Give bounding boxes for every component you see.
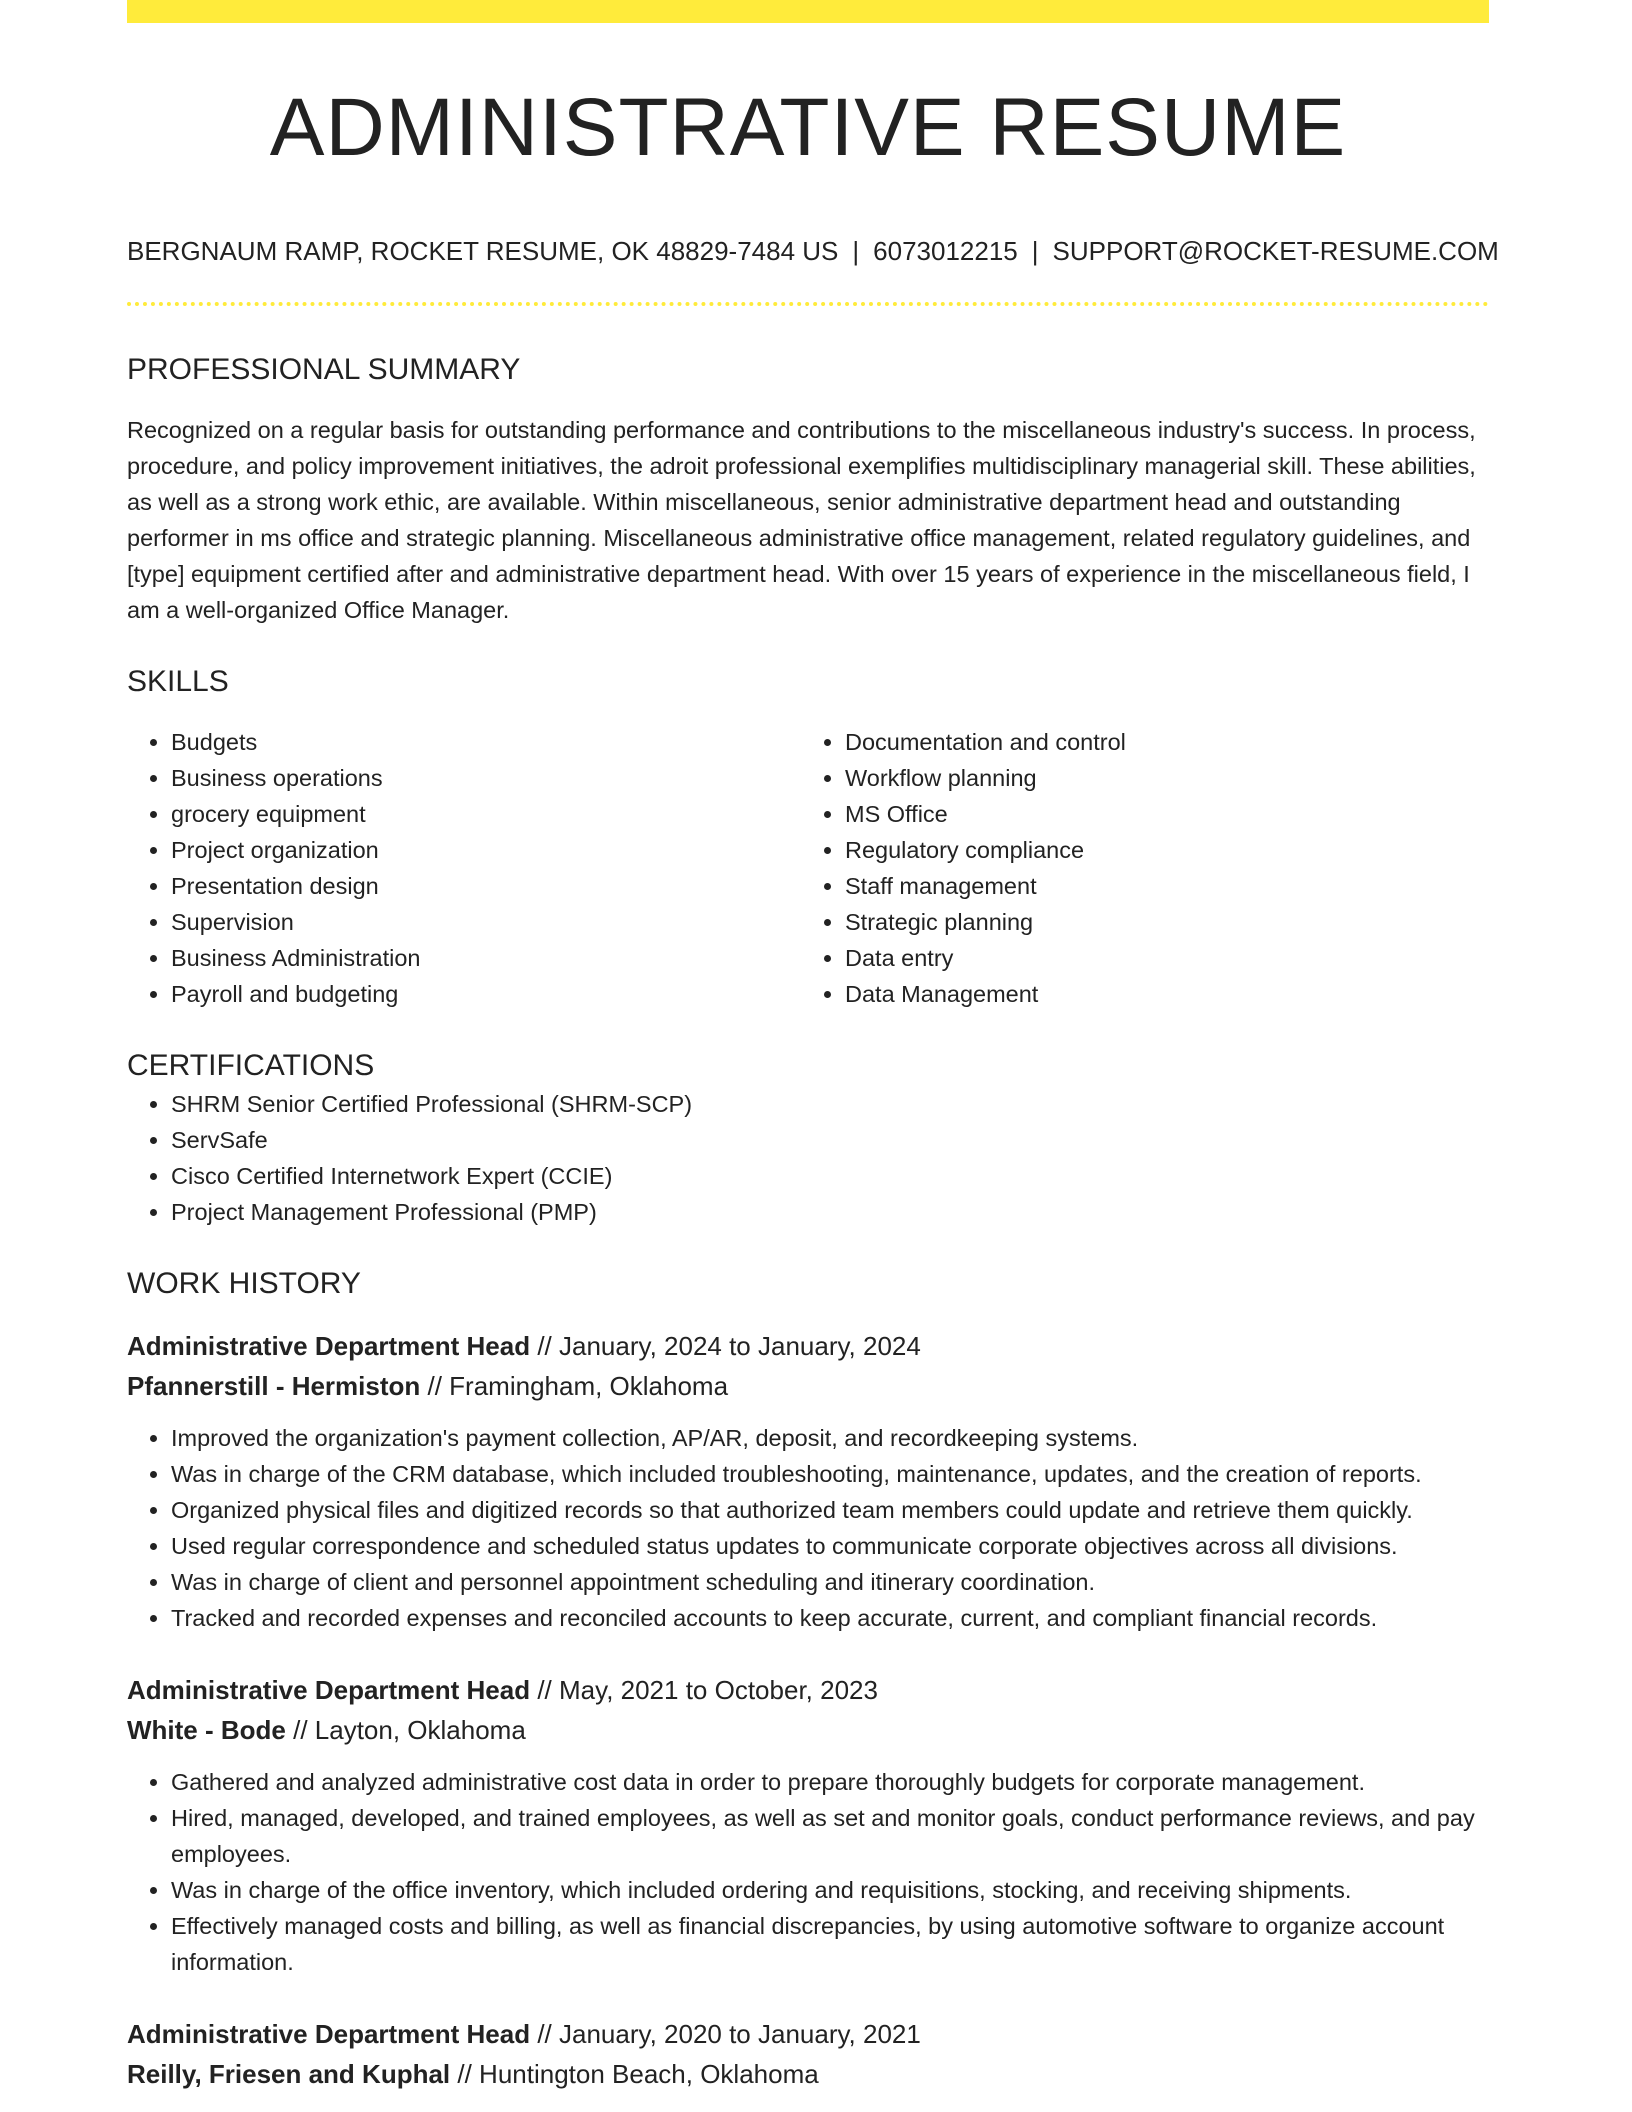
- skill-item: • grocery equipment: [171, 796, 801, 832]
- job-duty: • Used regular correspondence and scheduled status updates to communicate corporate objectives across all divisions.: [171, 1528, 1489, 1564]
- contact-separator: |: [1031, 236, 1039, 266]
- skills-list: [127, 724, 1489, 1012]
- skill-item: • Business operations: [171, 760, 801, 796]
- contact-line: [127, 234, 1499, 268]
- skills-column-right: [801, 724, 1475, 1012]
- job-entry: [127, 1670, 1489, 1980]
- skill-item: • Regulatory compliance: [845, 832, 1475, 868]
- skill-item: • Payroll and budgeting: [171, 976, 801, 1012]
- job-duty: • Tracked and recorded expenses and reconciled accounts to keep accurate, current, and compliant financial records.: [171, 1600, 1489, 1636]
- resume-title: ADMINISTRATIVE RESUME: [269, 82, 1347, 173]
- job-duties-list: [127, 1764, 1489, 1980]
- job-duty: • Organized physical files and digitized records so that authorized team members could update and retrieve them quickly.: [171, 1492, 1489, 1528]
- certifications-list: [127, 1086, 1489, 1230]
- job-location: // Huntington Beach, Oklahoma: [450, 2059, 819, 2089]
- job-company-line: [127, 2054, 1489, 2094]
- skill-item: • Project organization: [171, 832, 801, 868]
- job-duty: • Was in charge of the office inventory, which included ordering and requisitions, stocking, and receiving shipments.: [171, 1872, 1489, 1908]
- contact-separator: |: [852, 236, 860, 266]
- summary-text: Recognized on a regular basis for outstanding performance and contributions to the miscellaneous industry's success. In process, procedure, and policy improvement initiatives, the adroit professional exemplifies multidisciplinary managerial skill. These abilities, as well as a strong work ethic, are available. Within miscellaneous, senior administrative department head and outstanding performer in ms office and strategic planning. Miscellaneous administrative office management, related regulatory guidelines, and [type] equipment certified after and administrative department head. With over 15 years of experience in the miscellaneous field, I am a well-organized Office Manager.: [127, 417, 1476, 623]
- job-company-line: [127, 1710, 1489, 1750]
- contact-phone[interactable]: 6073012215: [873, 236, 1018, 266]
- skill-item: • Supervision: [171, 904, 801, 940]
- certifications-heading: CERTIFICATIONS: [127, 1049, 375, 1082]
- job-duty: • Hired, managed, developed, and trained employees, as well as set and monitor goals, conduct performance reviews, and pay employees.: [171, 1800, 1489, 1872]
- skill-item: • Workflow planning: [845, 760, 1475, 796]
- skill-item: • MS Office: [845, 796, 1475, 832]
- job-dates: // January, 2020 to January, 2021: [530, 2019, 921, 2049]
- skill-item: • Presentation design: [171, 868, 801, 904]
- contact-email[interactable]: SUPPORT@ROCKET-RESUME.COM: [1052, 236, 1499, 266]
- job-company: Reilly, Friesen and Kuphal: [127, 2059, 451, 2089]
- job-duties-list: [127, 1420, 1489, 1636]
- resume-page: [127, 0, 1499, 2094]
- job-entry: [127, 2014, 1489, 2094]
- job-company: White - Bode: [127, 1715, 286, 1745]
- job-location: // Framingham, Oklahoma: [420, 1371, 729, 1401]
- job-title-line: [127, 2014, 1489, 2054]
- job-entry: [127, 1326, 1489, 1636]
- job-company: Pfannerstill - Hermiston: [127, 1371, 421, 1401]
- job-location: // Layton, Oklahoma: [285, 1715, 526, 1745]
- job-company-line: [127, 1366, 1489, 1406]
- skills-heading: SKILLS: [127, 665, 229, 698]
- skill-item: • Staff management: [845, 868, 1475, 904]
- certification-item: • SHRM Senior Certified Professional (SHRM-SCP): [171, 1086, 1489, 1122]
- job-dates: // May, 2021 to October, 2023: [530, 1675, 878, 1705]
- dotted-divider: [127, 302, 1489, 306]
- skills-column-left: [127, 724, 801, 1012]
- job-duty: • Improved the organization's payment collection, AP/AR, deposit, and recordkeeping systems.: [171, 1420, 1489, 1456]
- skill-item: • Strategic planning: [845, 904, 1475, 940]
- summary-heading: PROFESSIONAL SUMMARY: [127, 353, 521, 386]
- contact-address: BERGNAUM RAMP, ROCKET RESUME, OK 48829-7484 US: [127, 236, 839, 266]
- job-duty: • Was in charge of client and personnel appointment scheduling and itinerary coordination.: [171, 1564, 1489, 1600]
- job-title: Administrative Department Head: [127, 1675, 531, 1705]
- certification-item: • Project Management Professional (PMP): [171, 1194, 1489, 1230]
- job-duty: • Was in charge of the CRM database, which included troubleshooting, maintenance, updates, and the creation of reports.: [171, 1456, 1489, 1492]
- work-history-heading: WORK HISTORY: [127, 1267, 361, 1300]
- job-title: Administrative Department Head: [127, 1331, 531, 1361]
- skill-item: • Data Management: [845, 976, 1475, 1012]
- certification-item: • ServSafe: [171, 1122, 1489, 1158]
- job-dates: // January, 2024 to January, 2024: [530, 1331, 921, 1361]
- skill-item: • Data entry: [845, 940, 1475, 976]
- skill-item: • Business Administration: [171, 940, 801, 976]
- job-title: Administrative Department Head: [127, 2019, 531, 2049]
- job-duty: • Effectively managed costs and billing, as well as financial discrepancies, by using automotive software to organize account information.: [171, 1908, 1489, 1980]
- skill-item: • Documentation and control: [845, 724, 1475, 760]
- job-title-line: [127, 1670, 1489, 1710]
- job-duty: • Gathered and analyzed administrative cost data in order to prepare thoroughly budgets for corporate management.: [171, 1764, 1489, 1800]
- job-title-line: [127, 1326, 1489, 1366]
- skill-item: • Budgets: [171, 724, 801, 760]
- certification-item: • Cisco Certified Internetwork Expert (CCIE): [171, 1158, 1489, 1194]
